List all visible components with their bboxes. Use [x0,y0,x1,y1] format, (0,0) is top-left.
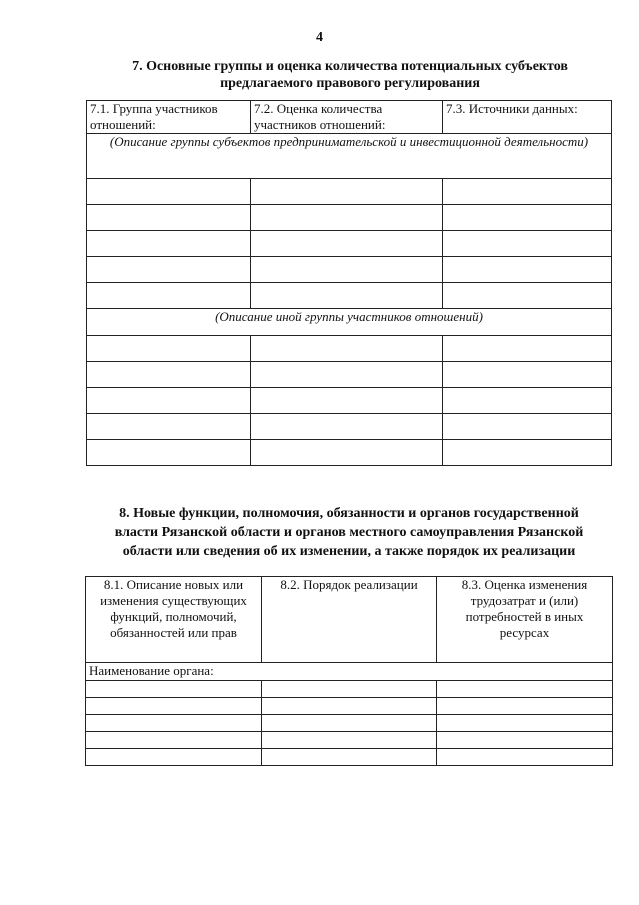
column-header-description: 8.1. Описание новых или изменения существующих функций, полномочий, обязанностей или прав [86,577,262,663]
table-cell[interactable] [86,732,262,749]
organ-row [86,663,613,681]
table-row [87,205,612,231]
table-cell[interactable] [443,231,612,257]
table-cell[interactable] [262,698,437,715]
table-cell[interactable] [443,388,612,414]
table-cell[interactable] [251,362,443,388]
section-8-title [84,504,614,561]
table-cell[interactable] [251,414,443,440]
table-cell[interactable] [443,179,612,205]
section-8-table [85,576,613,766]
table-cell[interactable] [251,388,443,414]
table-cell[interactable] [87,257,251,283]
table-cell[interactable] [87,388,251,414]
table-cell[interactable] [443,205,612,231]
table-cell[interactable] [437,681,613,698]
column-header-assessment: 8.3. Оценка изменения трудозатрат и (или) потребностей в иных ресурсах [437,577,613,663]
table-cell[interactable] [437,715,613,732]
section-7-table [86,100,612,466]
table-row [87,440,612,466]
table-cell[interactable] [86,749,262,766]
group-label-business: (Описание группы субъектов предпринимательской и инвестиционной деятельности) [87,134,612,179]
column-header-sources: 7.3. Источники данных: [443,101,612,134]
table-cell[interactable] [251,336,443,362]
table-row [87,283,612,309]
group-row-business [87,134,612,179]
table-row [87,388,612,414]
table-cell[interactable] [262,715,437,732]
section-8-title-line: 8. Новые функции, полномочия, обязанности и органов государственной [119,506,579,521]
table-header-row [87,101,612,134]
page-number: 4 [316,30,323,45]
table-cell[interactable] [437,698,613,715]
table-cell[interactable] [251,205,443,231]
table-cell[interactable] [437,749,613,766]
section-7-title [90,58,610,92]
table-cell[interactable] [86,681,262,698]
section-7-title-line: 7. Основные группы и оценка количества потенциальных субъектов [132,59,568,74]
table-row [87,179,612,205]
table-cell[interactable] [87,231,251,257]
table-cell[interactable] [251,283,443,309]
column-header-group: 7.1. Группа участников отношений: [87,101,251,134]
table-cell[interactable] [443,336,612,362]
table-row [87,362,612,388]
table-cell[interactable] [262,732,437,749]
group-label-other: (Описание иной группы участников отношений) [87,309,612,336]
table-cell[interactable] [262,749,437,766]
section-8-title-line: власти Рязанской области и органов местного самоуправления Рязанской [114,525,584,540]
table-cell[interactable] [251,257,443,283]
column-header-count: 7.2. Оценка количества участников отношений: [251,101,443,134]
table-cell[interactable] [251,440,443,466]
column-header-procedure: 8.2. Порядок реализации [262,577,437,663]
section-8-title-line: области или сведения об их изменении, а также порядок их реализации [122,544,576,559]
table-row [87,231,612,257]
table-cell[interactable] [251,179,443,205]
table-row [86,732,613,749]
table-cell[interactable] [251,231,443,257]
table-cell[interactable] [443,440,612,466]
table-row [87,336,612,362]
table-cell[interactable] [87,283,251,309]
table-cell[interactable] [86,715,262,732]
table-cell[interactable] [443,283,612,309]
section-7-title-line: предлагаемого правового регулирования [220,76,480,91]
table-row [86,749,613,766]
table-cell[interactable] [87,440,251,466]
table-cell[interactable] [87,205,251,231]
table-cell[interactable] [437,732,613,749]
table-row [87,257,612,283]
table-row [86,715,613,732]
table-cell[interactable] [87,414,251,440]
table-row [86,681,613,698]
table-cell[interactable] [86,698,262,715]
table-row [87,414,612,440]
table-cell[interactable] [443,414,612,440]
table-cell[interactable] [443,257,612,283]
organ-name-label[interactable]: Наименование органа: [86,663,613,681]
table-header-row [86,577,613,663]
table-cell[interactable] [262,681,437,698]
table-cell[interactable] [87,179,251,205]
group-row-other [87,309,612,336]
table-cell[interactable] [87,336,251,362]
table-row [86,698,613,715]
table-cell[interactable] [87,362,251,388]
table-cell[interactable] [443,362,612,388]
